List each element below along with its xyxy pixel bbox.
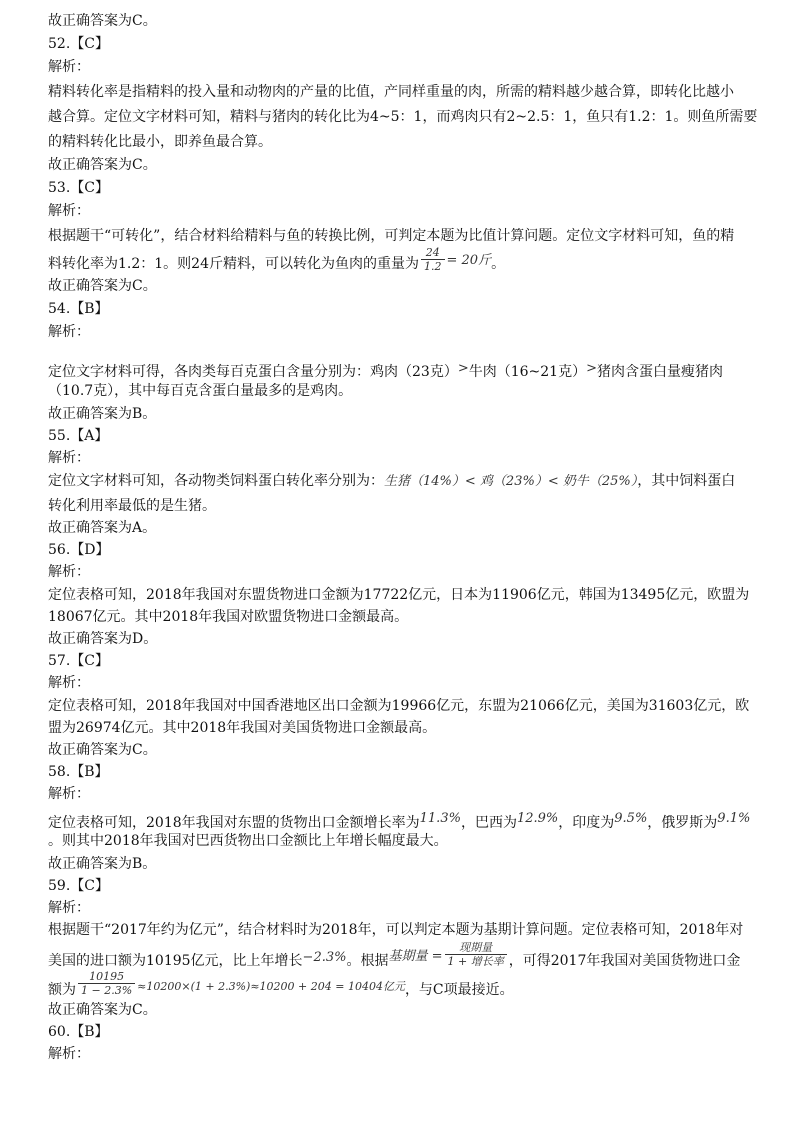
fraction — [421, 246, 445, 273]
analysis-label: 解析： — [48, 450, 90, 466]
growth-rate-value: 12.9% — [516, 811, 559, 826]
text-line: 根据题干“可转化”，结合材料给精料与鱼的转换比例，可判定本题为比值计算问题。定位文字材料可知，鱼的精 — [48, 228, 735, 244]
question-heading: 60.【B】 — [48, 1024, 109, 1040]
analysis-label: 解析： — [48, 675, 90, 691]
text-line: 转化利用率最低的是生猪。 — [48, 498, 216, 514]
fraction — [445, 941, 507, 968]
analysis-label: 解析： — [48, 900, 90, 916]
text-segment: ，巴西为 — [460, 815, 517, 831]
text-segment: 猪肉含蛋白量瘦猪肉 — [597, 364, 723, 380]
text-line: 故正确答案为C。 — [48, 13, 157, 29]
text-line: 的精料转化比最小，即养鱼最合算。 — [48, 134, 272, 150]
formula-line — [48, 969, 514, 999]
text-line: 精料转化率是指精料的投入量和动物肉的产量的比值，产同样重量的肉，所需的精料越少越合算，即转化比越小 — [48, 84, 734, 100]
fraction-denominator: 1 + 增长率 — [447, 954, 504, 968]
formula-line — [48, 360, 723, 381]
text-line: 故正确答案为C。 — [48, 742, 157, 758]
text-segment: ，可得2017年我国对美国货物进口金 — [508, 953, 741, 969]
text-line: 故正确答案为C。 — [48, 1002, 157, 1018]
text-segment: 美国的进口额为10195亿元，比上年增长 — [48, 953, 303, 969]
text-line: 故正确答案为C。 — [48, 157, 157, 173]
question-heading: 59.【C】 — [48, 878, 109, 894]
growth-rate-value: 9.5% — [614, 811, 648, 826]
text-segment: ，其中饲料蛋白 — [637, 473, 736, 489]
text-line: 故正确答案为D。 — [48, 631, 158, 647]
question-heading: 53.【C】 — [48, 180, 109, 196]
question-heading: 55.【A】 — [48, 428, 109, 444]
formula-line — [48, 940, 741, 970]
formula-lhs: 基期量 = — [388, 949, 443, 964]
formula-line — [48, 245, 506, 273]
text-line: 越合算。定位文字材料可知，精料与猪肉的转化比为4~5：1，而鸡肉只有2~2.5：1，鱼只有1.2：1。则鱼所需要 — [48, 109, 758, 125]
text-segment: ，俄罗斯为 — [647, 815, 718, 831]
text-segment: 料转化率为1.2：1。则24斤精料，可以转化为鱼肉的重量为 — [48, 256, 419, 272]
fraction-denominator: 1 − 2.3% — [81, 983, 133, 997]
question-heading: 54.【B】 — [48, 301, 109, 317]
text-segment: 定位表格可知，2018年我国对东盟的货物出口金额增长率为 — [48, 815, 420, 831]
text-segment: 。根据 — [346, 953, 389, 969]
text-line: 故正确答案为A。 — [48, 520, 157, 536]
text-segment: 定位文字材料可得，各肉类每百克蛋白含量分别为：鸡肉（23克） — [48, 364, 458, 380]
text-segment: 。 — [491, 256, 506, 272]
text-line: （10.7克），其中每百克含蛋白量最多的是鸡肉。 — [48, 383, 353, 399]
text-segment: 牛肉（16~21克） — [468, 364, 587, 380]
formula-result: = 20斤 — [446, 253, 492, 268]
text-line: 故正确答案为B。 — [48, 406, 157, 422]
fraction-numerator: 10195 — [78, 970, 135, 984]
text-line: 盟为26974亿元。其中2018年我国对美国货物进口金额最高。 — [48, 720, 437, 736]
text-line: 定位表格可知，2018年我国对中国香港地区出口金额为19966亿元，东盟为21066亿元，美国为31603亿元，欧 — [48, 698, 750, 714]
text-segment: 额为 — [48, 982, 76, 998]
text-line: 。则其中2018年我国对巴西货物出口金额比上年增长幅度最大。 — [48, 833, 448, 849]
text-line: 定位表格可知，2018年我国对东盟货物进口金额为17722亿元，日本为11906亿元，韩国为13495亿元，欧盟为 — [48, 587, 750, 603]
greater-than-symbol: > — [457, 361, 469, 376]
formula-calculation: ≈10200×(1 + 2.3%)≈10200 + 204 = 10404亿元 — [137, 980, 405, 993]
fraction-numerator: 24 — [421, 246, 445, 260]
analysis-label: 解析： — [48, 786, 90, 802]
formula-line — [48, 472, 735, 491]
question-heading: 57.【C】 — [48, 653, 109, 669]
question-heading: 52.【C】 — [48, 36, 109, 52]
text-segment: 定位文字材料可知，各动物类饲料蛋白转化率分别为： — [48, 473, 384, 489]
greater-than-symbol: > — [586, 361, 597, 376]
analysis-label: 解析： — [48, 1046, 90, 1062]
text-segment: ，印度为 — [558, 815, 615, 831]
formula-inequality: 生猪（14%）< 鸡（23%）< 奶牛（25%） — [384, 474, 638, 489]
growth-rate-value: 11.3% — [419, 811, 461, 826]
analysis-label: 解析： — [48, 324, 90, 340]
formula-line — [48, 810, 750, 832]
text-line: 根据题干“2017年约为亿元”，结合材料时为2018年，可以判定本题为基期计算问题。定位表格可知，2018年对 — [48, 922, 744, 938]
fraction-denominator: 1.2 — [424, 259, 442, 273]
analysis-label: 解析： — [48, 59, 90, 75]
fraction — [78, 970, 135, 997]
question-heading: 56.【D】 — [48, 542, 110, 558]
fraction-numerator: 现期量 — [445, 941, 507, 955]
analysis-label: 解析： — [48, 203, 90, 219]
text-line: 故正确答案为C。 — [48, 278, 157, 294]
text-line: 故正确答案为B。 — [48, 856, 157, 872]
text-line: 18067亿元。其中2018年我国对欧盟货物进口金额最高。 — [48, 609, 409, 625]
growth-rate-value: −2.3% — [302, 950, 347, 965]
question-heading: 58.【B】 — [48, 764, 109, 780]
analysis-label: 解析： — [48, 564, 90, 580]
text-segment: ，与C项最接近。 — [404, 982, 514, 998]
growth-rate-value: 9.1% — [717, 811, 751, 826]
